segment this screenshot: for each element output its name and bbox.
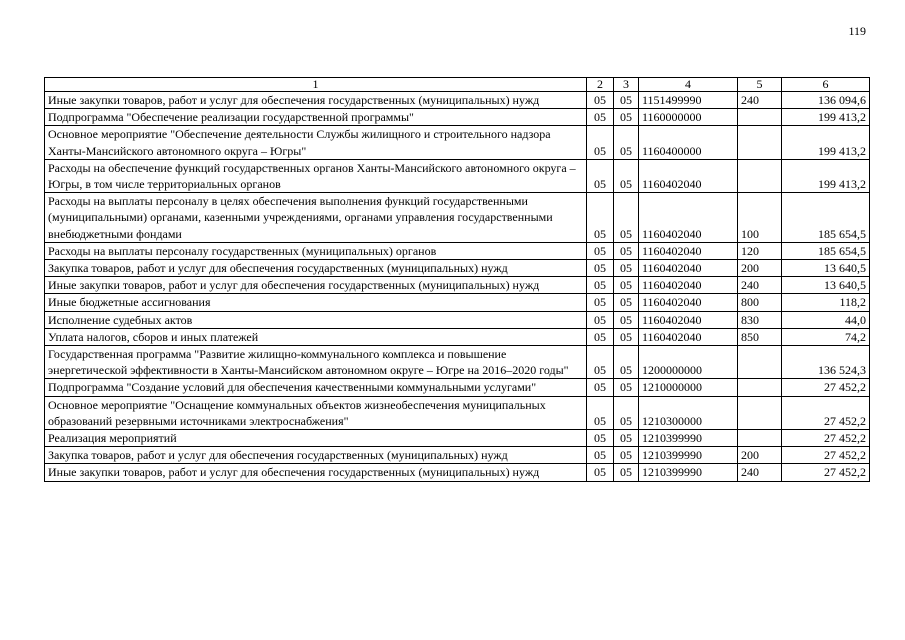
table-row: [45, 109, 870, 126]
target-article-code: 1160400000: [639, 126, 738, 159]
expense-type-code: 240: [738, 464, 782, 481]
item-name: Уплата налогов, сборов и иных платежей: [45, 328, 587, 345]
amount: 13 640,5: [782, 277, 870, 294]
column-header: 5: [738, 78, 782, 92]
expense-type-code: 120: [738, 242, 782, 259]
amount: 199 413,2: [782, 109, 870, 126]
subsection-code: 05: [614, 430, 639, 447]
section-code: 05: [587, 379, 614, 396]
table-row: [45, 126, 870, 159]
expense-type-code: 850: [738, 328, 782, 345]
amount: 27 452,2: [782, 464, 870, 481]
target-article-code: 1210300000: [639, 396, 738, 429]
item-name: Подпрограмма "Создание условий для обеспечения качественными коммунальными услугами": [45, 379, 587, 396]
amount: 199 413,2: [782, 159, 870, 192]
table-row: [45, 294, 870, 311]
table-row: [45, 92, 870, 109]
budget-table: [44, 77, 870, 482]
expense-type-code: [738, 159, 782, 192]
table-row: [45, 464, 870, 481]
subsection-code: 05: [614, 328, 639, 345]
expense-type-code: [738, 346, 782, 379]
subsection-code: 05: [614, 242, 639, 259]
section-code: 05: [587, 346, 614, 379]
target-article-code: 1200000000: [639, 346, 738, 379]
target-article-code: 1160402040: [639, 260, 738, 277]
subsection-code: 05: [614, 396, 639, 429]
section-code: 05: [587, 159, 614, 192]
subsection-code: 05: [614, 159, 639, 192]
item-name: Основное мероприятие "Обеспечение деятельности Службы жилищного и строительного надзора Ханты-Мансийского автономного округа – Югры": [45, 126, 587, 159]
expense-type-code: [738, 379, 782, 396]
expense-type-code: [738, 109, 782, 126]
target-article-code: 1160402040: [639, 294, 738, 311]
section-code: 05: [587, 92, 614, 109]
section-code: 05: [587, 396, 614, 429]
item-name: Иные бюджетные ассигнования: [45, 294, 587, 311]
expense-type-code: 200: [738, 447, 782, 464]
amount: 136 524,3: [782, 346, 870, 379]
item-name: Расходы на обеспечение функций государственных органов Ханты-Мансийского автономного округа – Югры, в том числе территориальных органов: [45, 159, 587, 192]
table-row: [45, 311, 870, 328]
item-name: Расходы на выплаты персоналу в целях обеспечения выполнения функций государственными (муниципальными) органами, казенными учреждениями, органами управления государственными внебюджетными фондами: [45, 193, 587, 243]
amount: 27 452,2: [782, 430, 870, 447]
expense-type-code: 240: [738, 92, 782, 109]
amount: 27 452,2: [782, 379, 870, 396]
table-row: [45, 260, 870, 277]
target-article-code: 1210000000: [639, 379, 738, 396]
item-name: Закупка товаров, работ и услуг для обеспечения государственных (муниципальных) нужд: [45, 447, 587, 464]
target-article-code: 1160402040: [639, 328, 738, 345]
table-header-row: [45, 78, 870, 92]
section-code: 05: [587, 430, 614, 447]
subsection-code: 05: [614, 311, 639, 328]
item-name: Иные закупки товаров, работ и услуг для обеспечения государственных (муниципальных) нужд: [45, 464, 587, 481]
section-code: 05: [587, 464, 614, 481]
table-row: [45, 328, 870, 345]
target-article-code: 1160402040: [639, 242, 738, 259]
subsection-code: 05: [614, 294, 639, 311]
amount: 74,2: [782, 328, 870, 345]
section-code: 05: [587, 311, 614, 328]
subsection-code: 05: [614, 277, 639, 294]
section-code: 05: [587, 126, 614, 159]
column-header: 6: [782, 78, 870, 92]
expense-type-code: [738, 430, 782, 447]
amount: 13 640,5: [782, 260, 870, 277]
table-row: [45, 159, 870, 192]
item-name: Исполнение судебных актов: [45, 311, 587, 328]
section-code: 05: [587, 277, 614, 294]
target-article-code: 1210399990: [639, 464, 738, 481]
amount: 27 452,2: [782, 447, 870, 464]
amount: 44,0: [782, 311, 870, 328]
section-code: 05: [587, 328, 614, 345]
column-header: 2: [587, 78, 614, 92]
expense-type-code: 800: [738, 294, 782, 311]
expense-type-code: 100: [738, 193, 782, 243]
target-article-code: 1160402040: [639, 159, 738, 192]
table-row: [45, 430, 870, 447]
section-code: 05: [587, 260, 614, 277]
target-article-code: 1210399990: [639, 447, 738, 464]
column-header: 3: [614, 78, 639, 92]
expense-type-code: [738, 396, 782, 429]
table-row: [45, 379, 870, 396]
section-code: 05: [587, 447, 614, 464]
expense-type-code: 240: [738, 277, 782, 294]
section-code: 05: [587, 294, 614, 311]
section-code: 05: [587, 109, 614, 126]
amount: 199 413,2: [782, 126, 870, 159]
target-article-code: 1151499990: [639, 92, 738, 109]
subsection-code: 05: [614, 109, 639, 126]
subsection-code: 05: [614, 346, 639, 379]
section-code: 05: [587, 193, 614, 243]
item-name: Государственная программа "Развитие жилищно-коммунального комплекса и повышение энергетической эффективности в Ханты-Мансийском автономном округе – Югре на 2016–2020 годы": [45, 346, 587, 379]
subsection-code: 05: [614, 464, 639, 481]
item-name: Подпрограмма "Обеспечение реализации государственной программы": [45, 109, 587, 126]
table-row: [45, 277, 870, 294]
table-row: [45, 242, 870, 259]
expense-type-code: 200: [738, 260, 782, 277]
item-name: Расходы на выплаты персоналу государственных (муниципальных) органов: [45, 242, 587, 259]
subsection-code: 05: [614, 447, 639, 464]
amount: 118,2: [782, 294, 870, 311]
target-article-code: 1160402040: [639, 193, 738, 243]
target-article-code: 1210399990: [639, 430, 738, 447]
amount: 185 654,5: [782, 242, 870, 259]
expense-type-code: 830: [738, 311, 782, 328]
subsection-code: 05: [614, 193, 639, 243]
table-row: [45, 346, 870, 379]
table-row: [45, 193, 870, 243]
item-name: Основное мероприятие "Оснащение коммунальных объектов жизнеобеспечения муниципальных образований резервными источниками электроснабжения": [45, 396, 587, 429]
item-name: Иные закупки товаров, работ и услуг для обеспечения государственных (муниципальных) нужд: [45, 277, 587, 294]
item-name: Закупка товаров, работ и услуг для обеспечения государственных (муниципальных) нужд: [45, 260, 587, 277]
column-header: 1: [45, 78, 587, 92]
subsection-code: 05: [614, 92, 639, 109]
item-name: Иные закупки товаров, работ и услуг для обеспечения государственных (муниципальных) нужд: [45, 92, 587, 109]
amount: 136 094,6: [782, 92, 870, 109]
item-name: Реализация мероприятий: [45, 430, 587, 447]
column-header: 4: [639, 78, 738, 92]
subsection-code: 05: [614, 379, 639, 396]
expense-type-code: [738, 126, 782, 159]
table-row: [45, 396, 870, 429]
target-article-code: 1160000000: [639, 109, 738, 126]
subsection-code: 05: [614, 126, 639, 159]
table-row: [45, 447, 870, 464]
page-number: 119: [848, 24, 866, 38]
amount: 27 452,2: [782, 396, 870, 429]
section-code: 05: [587, 242, 614, 259]
amount: 185 654,5: [782, 193, 870, 243]
target-article-code: 1160402040: [639, 311, 738, 328]
target-article-code: 1160402040: [639, 277, 738, 294]
subsection-code: 05: [614, 260, 639, 277]
